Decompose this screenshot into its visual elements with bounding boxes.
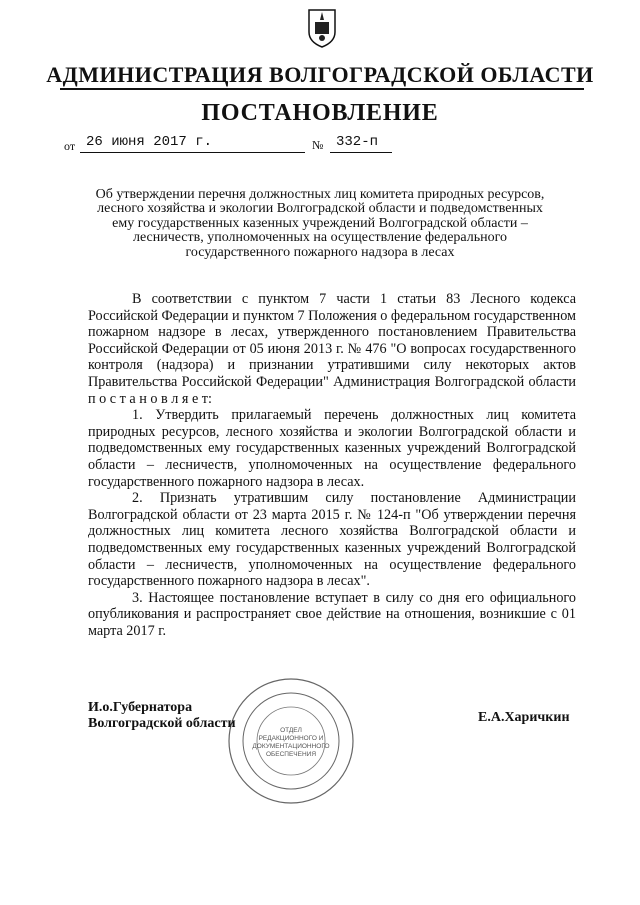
header-divider	[60, 88, 584, 90]
document-meta-row	[64, 134, 379, 158]
signature-name: Е.А.Харичкин	[478, 710, 570, 725]
official-stamp	[226, 676, 356, 806]
stamp-inner-line: ОТДЕЛ	[280, 727, 302, 734]
signature-position	[88, 700, 236, 732]
number-field	[330, 134, 392, 153]
document-type-title: ПОСТАНОВЛЕНИЕ	[201, 100, 439, 126]
document-number: 332-п	[336, 134, 379, 150]
date-prefix: от	[64, 139, 76, 153]
document-body	[88, 291, 576, 639]
body-item: 1. Утвердить прилагаемый перечень должностных лиц комитета природных ресурсов, лесного хозяйства и экологии Волгоградской области и подведомственных ему государственных казенных учреждений Волгоградской области – лесничеств, уполномоченных на осуществление федерального государственного пожарного надзора в лесах.	[88, 407, 576, 490]
number-prefix: №	[312, 138, 324, 152]
document-date: 26 июня 2017 г.	[86, 134, 213, 150]
stamp-inner-line: ДОКУМЕНТАЦИОННОГО	[252, 743, 330, 750]
stamp-inner-line: РЕДАКЦИОННОГО И	[258, 735, 324, 742]
preamble-paragraph	[88, 291, 576, 407]
body-item: 2. Признать утратившим силу постановление Администрации Волгоградской области от 23 марта 2015 г. № 124-п "Об утверждении перечня должностных лиц комитета лесного хозяйства Волгоградской области и подведомственных ему государственных казенных учреждений Волгоградской области – лесничеств, уполномоченных на осуществление федерального государственного пожарного надзора в лесах".	[88, 490, 576, 590]
stamp-inner-line: ОБЕСПЕЧЕНИЯ	[265, 751, 317, 758]
document-subject: Об утверждении перечня должностных лиц комитета природных ресурсов, лесного хозяйства и экологии Волгоградской области и подведомственных ему государственных казенных учреждений Волгоградской области – лесничеств, уполномоченных на осуществление федерального государственного пожарного надзора в лесах	[95, 187, 545, 260]
coat-of-arms-icon	[307, 8, 337, 48]
preamble-text: В соответствии с пунктом 7 части 1 статьи 83 Лесного кодекса Российской Федерации и пунктом 7 Положения о федеральном государственном пожарном надзоре в лесах, утвержденного постановлением Правительства Российской Федерации от 05 июня 2013 г. № 476 "О вопросах государственного контроля (надзора) и признании утратившими силу некоторых актов Правительства Российской Федерации" Администрация Волгоградской области	[88, 291, 576, 390]
resolves-text: п о с т а н о в л я е т:	[88, 390, 212, 407]
signature-position-line: Волгоградской области	[88, 716, 236, 731]
date-field	[80, 134, 305, 153]
organization-title: АДМИНИСТРАЦИЯ ВОЛГОГРАДСКОЙ ОБЛАСТИ	[46, 62, 594, 87]
body-item: 3. Настоящее постановление вступает в силу со дня его официального опубликования и распространяет свое действие на отношения, возникшие с 01 марта 2017 г.	[88, 589, 576, 639]
signature-position-line: И.о.Губернатора	[88, 700, 193, 715]
